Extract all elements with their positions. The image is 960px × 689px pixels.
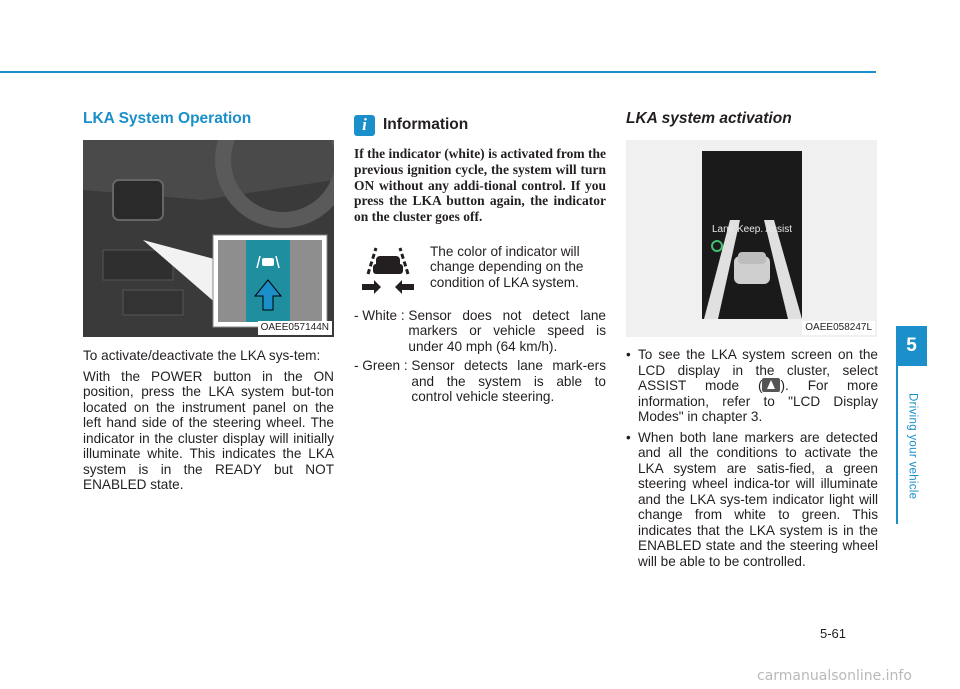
- indicator-color-list: [354, 308, 606, 405]
- column-lka-operation: [83, 108, 334, 498]
- list-item: [626, 347, 878, 425]
- lka-button-figure: [83, 140, 334, 337]
- dashboard-illustration: [83, 140, 334, 337]
- list-item: [354, 358, 606, 405]
- header-rule: [0, 71, 876, 73]
- bullet-text: To see the LKA system screen on the LCD display in the cluster, select ASSIST mode (: [638, 347, 878, 393]
- bullet-text: ). For more information, refer to "LCD Display Modes" in chapter 3.: [638, 378, 878, 424]
- cluster-display-illustration: [626, 140, 877, 337]
- info-icon: i: [354, 115, 375, 136]
- screen-title: Lane Keep. Assist: [711, 224, 793, 235]
- info-title: Information: [383, 116, 469, 133]
- term-white: - White :: [354, 307, 409, 323]
- desc-green: Sensor detects lane mark-ers and the system is able to control vehicle steering.: [411, 358, 606, 405]
- page-number: 5-61: [820, 626, 847, 641]
- section-title: LKA system activation: [626, 110, 792, 127]
- column-information: [354, 114, 606, 409]
- list-item: • When both lane markers are detected and all the conditions to activate the LKA system are satis-fied, a green steering wheel indica-tor will illuminate and the LKA sys-tem indicator light will change from white to green. This indicates that the LKA system is in the ENABLED state and the steering wheel will be able to be controlled.: [626, 430, 878, 570]
- assist-mode-icon: [762, 378, 780, 392]
- chapter-tab: 5: [896, 326, 927, 366]
- info-header: [354, 114, 606, 136]
- paragraph: With the POWER button in the ON position, press the LKA system but-ton located on the instrument panel on the left hand side of the steering wheel. The indicator in the cluster display will initially illuminate white. This indicates the LKA system is in the READY but NOT ENABLED state.: [83, 368, 334, 492]
- figure-caption: OAEE057144N: [258, 321, 332, 335]
- indicator-text: The color of indicator will change depending on the condition of LKA system.: [430, 243, 584, 290]
- paragraph: To activate/deactivate the LKA sys-tem:: [83, 348, 321, 363]
- column-lka-activation: [626, 108, 878, 574]
- body-text: [83, 348, 334, 493]
- chapter-label: Driving your vehicle: [906, 392, 919, 500]
- desc-white: Sensor does not detect lane markers or vehicle speed is under 40 mph (64 km/h).: [408, 307, 606, 354]
- term-green: - Green :: [354, 358, 412, 374]
- indicator-row: [354, 244, 606, 296]
- watermark: carmanualsonline.info: [757, 668, 912, 684]
- figure-caption: OAEE058247L: [802, 321, 875, 335]
- lka-indicator-icon: [354, 244, 422, 296]
- info-body: If the indicator (white) is activated from the previous ignition cycle, the system will turn ON without any addi-tional control. If you press the LKA button again, the indicator on the cluster goes off.: [354, 146, 606, 225]
- cluster-figure: [626, 140, 877, 337]
- bullet-list: [626, 347, 878, 569]
- list-item: [354, 308, 606, 355]
- section-title: LKA System Operation: [83, 110, 252, 127]
